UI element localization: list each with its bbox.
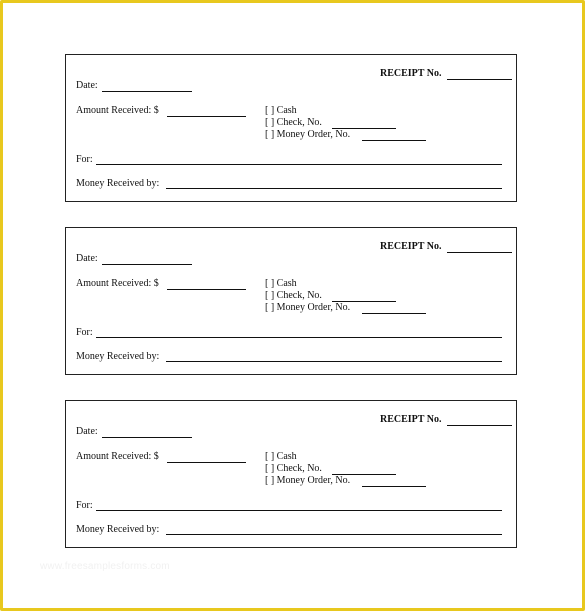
money-order-checkbox[interactable]: [ ] Money Order, No. — [265, 475, 351, 486]
receipt-no-field[interactable] — [447, 252, 512, 253]
cash-checkbox[interactable]: [ ] Cash — [265, 105, 297, 116]
receipt-block — [65, 400, 517, 548]
receipt-no-field[interactable] — [447, 425, 512, 426]
money-received-by-label: Money Received by: — [76, 178, 160, 189]
amount-field[interactable] — [167, 116, 246, 117]
received-by-field[interactable] — [166, 361, 502, 362]
money-order-number-field[interactable] — [362, 313, 426, 314]
date-field[interactable] — [102, 91, 192, 92]
check-checkbox[interactable]: [ ] Check, No. — [265, 463, 322, 474]
amount-received-label: Amount Received: $ — [76, 278, 159, 289]
for-label: For: — [76, 154, 93, 165]
date-label: Date: — [76, 426, 98, 437]
received-by-field[interactable] — [166, 188, 502, 189]
money-order-number-field[interactable] — [362, 140, 426, 141]
cash-checkbox[interactable]: [ ] Cash — [265, 451, 297, 462]
date-label: Date: — [76, 253, 98, 264]
for-field[interactable] — [96, 164, 502, 165]
receipt-no-label: RECEIPT No. — [380, 241, 442, 252]
money-received-by-label: Money Received by: — [76, 351, 160, 362]
check-checkbox[interactable]: [ ] Check, No. — [265, 290, 322, 301]
receipt-no-field[interactable] — [447, 79, 512, 80]
money-order-checkbox[interactable]: [ ] Money Order, No. — [265, 302, 351, 313]
check-checkbox[interactable]: [ ] Check, No. — [265, 117, 322, 128]
received-by-field[interactable] — [166, 534, 502, 535]
money-order-number-field[interactable] — [362, 486, 426, 487]
money-received-by-label: Money Received by: — [76, 524, 160, 535]
watermark: www.freesamplesforms.com — [40, 561, 170, 572]
receipt-no-label: RECEIPT No. — [380, 68, 442, 79]
for-field[interactable] — [96, 510, 502, 511]
amount-field[interactable] — [167, 289, 246, 290]
date-field[interactable] — [102, 264, 192, 265]
receipt-block — [65, 227, 517, 375]
receipt-no-label: RECEIPT No. — [380, 414, 442, 425]
amount-field[interactable] — [167, 462, 246, 463]
cash-checkbox[interactable]: [ ] Cash — [265, 278, 297, 289]
money-order-checkbox[interactable]: [ ] Money Order, No. — [265, 129, 351, 140]
receipt-block — [65, 54, 517, 202]
date-label: Date: — [76, 80, 98, 91]
amount-received-label: Amount Received: $ — [76, 451, 159, 462]
for-field[interactable] — [96, 337, 502, 338]
amount-received-label: Amount Received: $ — [76, 105, 159, 116]
for-label: For: — [76, 327, 93, 338]
date-field[interactable] — [102, 437, 192, 438]
for-label: For: — [76, 500, 93, 511]
